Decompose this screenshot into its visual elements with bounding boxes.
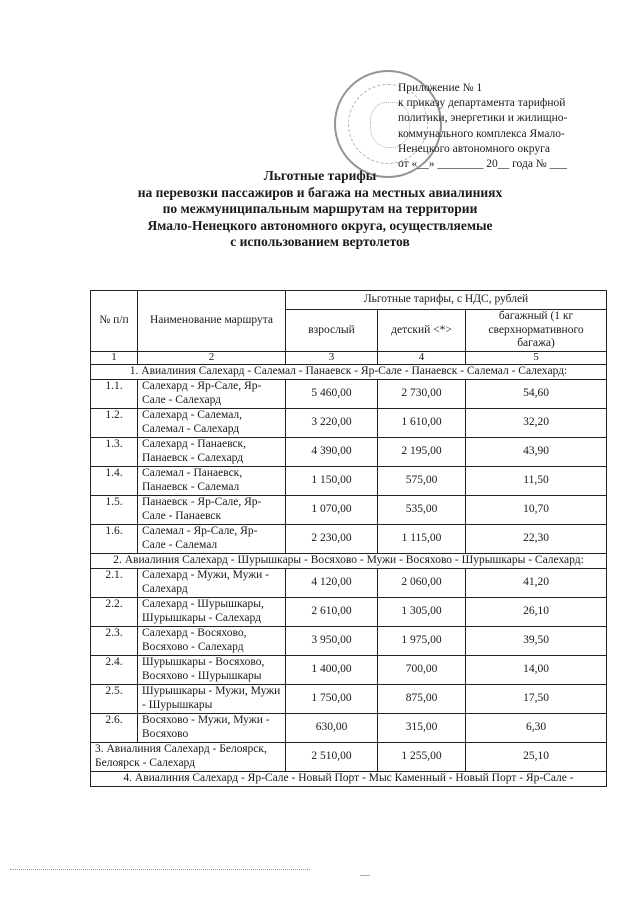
adult-fare: 3 220,00 (286, 408, 378, 437)
child-fare: 2 060,00 (378, 568, 466, 597)
child-fare: 875,00 (378, 684, 466, 713)
route-name: Салемал - Панаевск, Панаевск - Салемал (138, 466, 286, 495)
adult-fare: 4 390,00 (286, 437, 378, 466)
child-fare: 1 305,00 (378, 597, 466, 626)
baggage-fare: 32,20 (466, 408, 607, 437)
row-number: 2.1. (91, 568, 138, 597)
column-number: 3 (286, 351, 378, 364)
header-tariffs-group: Льготные тарифы, с НДС, рублей (286, 291, 607, 310)
table-row (91, 495, 607, 524)
baggage-fare: 11,50 (466, 466, 607, 495)
child-fare: 700,00 (378, 655, 466, 684)
appendix-note (398, 81, 623, 172)
scan-artifact (360, 875, 370, 876)
route-name: Салехард - Салемал, Салемал - Салехард (138, 408, 286, 437)
tariffs-table (90, 290, 607, 787)
baggage-fare: 54,60 (466, 379, 607, 408)
baggage-fare: 26,10 (466, 597, 607, 626)
adult-fare: 630,00 (286, 713, 378, 742)
header-adult: взрослый (286, 310, 378, 352)
child-fare: 1 975,00 (378, 626, 466, 655)
appendix-line: от «__» ________ 20__ года № ___ (398, 158, 567, 171)
adult-fare: 1 150,00 (286, 466, 378, 495)
baggage-fare: 41,20 (466, 568, 607, 597)
title-line: Ямало-Ненецкого автономного округа, осуществляемые (147, 217, 493, 233)
scan-artifact (10, 869, 310, 872)
route-name: Салехард - Яр-Сале, Яр-Сале - Салехард (138, 379, 286, 408)
group-row (91, 553, 607, 568)
header-child: детский <*> (378, 310, 466, 352)
header-number: № п/п (91, 291, 138, 352)
adult-fare: 1 070,00 (286, 495, 378, 524)
appendix-line: Приложение № 1 (398, 82, 483, 94)
title-line: с использованием вертолетов (230, 234, 410, 249)
column-number: 2 (138, 351, 286, 364)
title-line: на перевозки пассажиров и багажа на местных авиалиниях (137, 184, 503, 200)
adult-fare: 2 510,00 (286, 742, 378, 771)
row-number: 2.4. (91, 655, 138, 684)
baggage-fare: 6,30 (466, 713, 607, 742)
column-number: 5 (466, 351, 607, 364)
child-fare: 575,00 (378, 466, 466, 495)
adult-fare: 2 610,00 (286, 597, 378, 626)
child-fare: 1 255,00 (378, 742, 466, 771)
route-name: Панаевск - Яр-Сале, Яр-Сале - Панаевск (138, 495, 286, 524)
group-title: 1. Авиалиния Салехард - Салемал - Панаевск - Яр-Сале - Панаевск - Салемал - Салехард: (91, 364, 607, 379)
row-number: 1.1. (91, 379, 138, 408)
baggage-fare: 17,50 (466, 684, 607, 713)
adult-fare: 3 950,00 (286, 626, 378, 655)
row-number: 1.4. (91, 466, 138, 495)
group-title: 2. Авиалиния Салехард - Шурышкары - Восяхово - Мужи - Восяхово - Шурышкары - Салехард: (91, 553, 607, 568)
row-number: 1.3. (91, 437, 138, 466)
route-name: Салехард - Шурышкары, Шурышкары - Салехард (138, 597, 286, 626)
baggage-fare: 25,10 (466, 742, 607, 771)
table-row (91, 655, 607, 684)
header-baggage: багажный (1 кг сверхнормативного багажа) (466, 310, 607, 352)
row-number: 2.3. (91, 626, 138, 655)
child-fare: 315,00 (378, 713, 466, 742)
document-title (100, 168, 540, 251)
header-row (91, 291, 607, 310)
row-number: 2.5. (91, 684, 138, 713)
route-name: Шурышкары - Восяхово, Восяхово - Шурышкары (138, 655, 286, 684)
row-number: 1.5. (91, 495, 138, 524)
table-row (91, 713, 607, 742)
table-row (91, 568, 607, 597)
table-row (91, 626, 607, 655)
row-number: 1.2. (91, 408, 138, 437)
baggage-fare: 22,30 (466, 524, 607, 553)
appendix-line: к приказу департамента тарифной (398, 97, 566, 110)
group-row (91, 771, 607, 786)
header-route: Наименование маршрута (138, 291, 286, 352)
adult-fare: 4 120,00 (286, 568, 378, 597)
route-name: 3. Авиалиния Салехард - Белоярск, Белоярск - Салехард (91, 742, 286, 771)
baggage-fare: 14,00 (466, 655, 607, 684)
child-fare: 535,00 (378, 495, 466, 524)
row-number: 1.6. (91, 524, 138, 553)
table-row (91, 597, 607, 626)
appendix-line: коммунального комплекса Ямало- (398, 127, 565, 140)
table-row (91, 742, 607, 771)
group-row (91, 364, 607, 379)
baggage-fare: 43,90 (466, 437, 607, 466)
route-name: Салехард - Панаевск, Панаевск - Салехард (138, 437, 286, 466)
route-name: Салехард - Мужи, Мужи - Салехард (138, 568, 286, 597)
child-fare: 2 195,00 (378, 437, 466, 466)
baggage-fare: 10,70 (466, 495, 607, 524)
title-line: по межмуниципальным маршрутам на территории (162, 201, 478, 216)
child-fare: 1 115,00 (378, 524, 466, 553)
child-fare: 2 730,00 (378, 379, 466, 408)
table-row (91, 466, 607, 495)
row-number: 2.6. (91, 713, 138, 742)
table-row (91, 408, 607, 437)
title-heading: Льготные тарифы (263, 168, 377, 183)
table-row (91, 684, 607, 713)
row-number: 2.2. (91, 597, 138, 626)
appendix-line: Ненецкого автономного округа (398, 142, 550, 155)
table-row (91, 379, 607, 408)
column-number: 1 (91, 351, 138, 364)
column-number: 4 (378, 351, 466, 364)
child-fare: 1 610,00 (378, 408, 466, 437)
table-row (91, 437, 607, 466)
adult-fare: 1 400,00 (286, 655, 378, 684)
adult-fare: 1 750,00 (286, 684, 378, 713)
appendix-line: политики, энергетики и жилищно- (398, 112, 568, 125)
adult-fare: 5 460,00 (286, 379, 378, 408)
adult-fare: 2 230,00 (286, 524, 378, 553)
route-name: Восяхово - Мужи, Мужи - Восяхово (138, 713, 286, 742)
table-row (91, 524, 607, 553)
route-name: Шурышкары - Мужи, Мужи - Шурышкары (138, 684, 286, 713)
group-title: 4. Авиалиния Салехард - Яр-Сале - Новый Порт - Мыс Каменный - Новый Порт - Яр-Сале - (91, 771, 607, 786)
baggage-fare: 39,50 (466, 626, 607, 655)
route-name: Салемал - Яр-Сале, Яр-Сале - Салемал (138, 524, 286, 553)
route-name: Салехард - Восяхово, Восяхово - Салехард (138, 626, 286, 655)
column-numbers-row (91, 351, 607, 364)
